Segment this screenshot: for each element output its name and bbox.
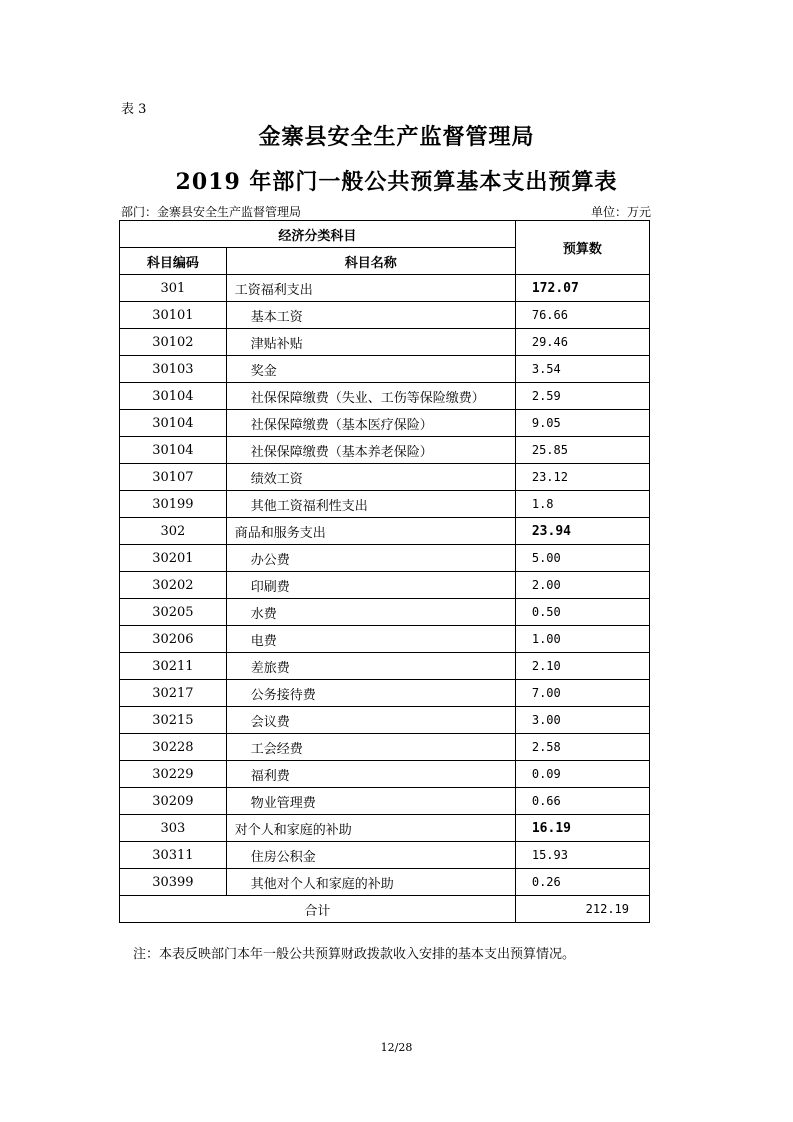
row-name: 电费 <box>226 626 515 653</box>
row-code: 30206 <box>120 626 227 653</box>
row-code: 30228 <box>120 734 227 761</box>
row-name: 印刷费 <box>226 572 515 599</box>
header-group-cell: 经济分类科目 <box>120 221 516 248</box>
row-code: 30104 <box>120 410 227 437</box>
row-name: 差旅费 <box>226 653 515 680</box>
row-code: 30107 <box>120 464 227 491</box>
row-code: 30103 <box>120 356 227 383</box>
row-amount: 9.05 <box>515 410 649 437</box>
row-code: 30215 <box>120 707 227 734</box>
row-amount: 0.26 <box>515 869 649 896</box>
row-name: 福利费 <box>226 761 515 788</box>
table-row <box>120 410 650 437</box>
table-row <box>120 464 650 491</box>
row-amount: 0.50 <box>515 599 649 626</box>
table-row <box>120 275 650 302</box>
row-name: 基本工资 <box>226 302 515 329</box>
row-code: 30399 <box>120 869 227 896</box>
table-label: 表 3 <box>121 102 147 117</box>
table-row <box>120 302 650 329</box>
row-amount: 1.00 <box>515 626 649 653</box>
row-code: 30104 <box>120 383 227 410</box>
table-row <box>120 437 650 464</box>
table-header-row <box>120 221 650 248</box>
row-code: 30205 <box>120 599 227 626</box>
table-row <box>120 356 650 383</box>
header-amount-cell: 预算数 <box>515 221 649 275</box>
table-row <box>120 545 650 572</box>
row-amount: 3.00 <box>515 707 649 734</box>
row-name: 物业管理费 <box>226 788 515 815</box>
table-row <box>120 518 650 545</box>
row-code: 30209 <box>120 788 227 815</box>
table-row <box>120 815 650 842</box>
table-row <box>120 491 650 518</box>
table-row <box>120 572 650 599</box>
row-name: 社保保障缴费（失业、工伤等保险缴费） <box>226 383 515 410</box>
row-name: 其他对个人和家庭的补助 <box>226 869 515 896</box>
row-name: 工会经费 <box>226 734 515 761</box>
row-code: 301 <box>120 275 227 302</box>
row-code: 30202 <box>120 572 227 599</box>
total-label: 合计 <box>120 896 516 923</box>
table-row <box>120 329 650 356</box>
row-name: 会议费 <box>226 707 515 734</box>
row-amount: 0.09 <box>515 761 649 788</box>
row-code: 30201 <box>120 545 227 572</box>
footnote: 注：本表反映部门本年一般公共预算财政拨款收入安排的基本支出预算情况。 <box>133 947 576 962</box>
row-name: 办公费 <box>226 545 515 572</box>
table-row <box>120 626 650 653</box>
page-title: 金寨县安全生产监督管理局 <box>258 124 535 150</box>
row-amount: 172.07 <box>515 275 649 302</box>
row-code: 303 <box>120 815 227 842</box>
table-row <box>120 734 650 761</box>
row-amount: 2.00 <box>515 572 649 599</box>
row-amount: 1.8 <box>515 491 649 518</box>
table-row <box>120 707 650 734</box>
page-number: 12/28 <box>380 1041 413 1054</box>
row-code: 30211 <box>120 653 227 680</box>
row-code: 302 <box>120 518 227 545</box>
table-row <box>120 869 650 896</box>
total-amount: 212.19 <box>515 896 649 923</box>
table-row <box>120 788 650 815</box>
table-row <box>120 653 650 680</box>
row-amount: 2.59 <box>515 383 649 410</box>
row-code: 30199 <box>120 491 227 518</box>
row-name: 其他工资福利性支出 <box>226 491 515 518</box>
page-subtitle: 2019 年部门一般公共预算基本支出预算表 <box>175 169 618 195</box>
row-name: 住房公积金 <box>226 842 515 869</box>
row-amount: 0.66 <box>515 788 649 815</box>
row-name: 水费 <box>226 599 515 626</box>
row-name: 公务接待费 <box>226 680 515 707</box>
unit-label: 单位：万元 <box>590 205 651 219</box>
row-amount: 23.94 <box>515 518 649 545</box>
row-amount: 76.66 <box>515 302 649 329</box>
table-row <box>120 842 650 869</box>
row-code: 30101 <box>120 302 227 329</box>
header-code-cell: 科目编码 <box>120 248 227 275</box>
total-row <box>120 896 650 923</box>
table-row <box>120 383 650 410</box>
row-code: 30229 <box>120 761 227 788</box>
table-row <box>120 761 650 788</box>
table-row <box>120 599 650 626</box>
row-code: 30217 <box>120 680 227 707</box>
row-name: 奖金 <box>226 356 515 383</box>
row-name: 商品和服务支出 <box>226 518 515 545</box>
header-name-cell: 科目名称 <box>226 248 515 275</box>
row-name: 工资福利支出 <box>226 275 515 302</box>
table-row <box>120 680 650 707</box>
row-code: 30102 <box>120 329 227 356</box>
row-name: 对个人和家庭的补助 <box>226 815 515 842</box>
row-amount: 16.19 <box>515 815 649 842</box>
budget-table <box>119 220 650 923</box>
row-amount: 29.46 <box>515 329 649 356</box>
row-amount: 2.10 <box>515 653 649 680</box>
row-name: 社保保障缴费（基本医疗保险） <box>226 410 515 437</box>
row-amount: 23.12 <box>515 464 649 491</box>
row-amount: 2.58 <box>515 734 649 761</box>
row-name: 社保保障缴费（基本养老保险） <box>226 437 515 464</box>
row-amount: 7.00 <box>515 680 649 707</box>
row-code: 30311 <box>120 842 227 869</box>
table-body <box>120 275 650 896</box>
row-amount: 5.00 <box>515 545 649 572</box>
row-name: 津贴补贴 <box>226 329 515 356</box>
row-amount: 25.85 <box>515 437 649 464</box>
row-name: 绩效工资 <box>226 464 515 491</box>
row-amount: 15.93 <box>515 842 649 869</box>
department-label: 部门：金寨县安全生产监督管理局 <box>121 205 302 219</box>
row-amount: 3.54 <box>515 356 649 383</box>
row-code: 30104 <box>120 437 227 464</box>
